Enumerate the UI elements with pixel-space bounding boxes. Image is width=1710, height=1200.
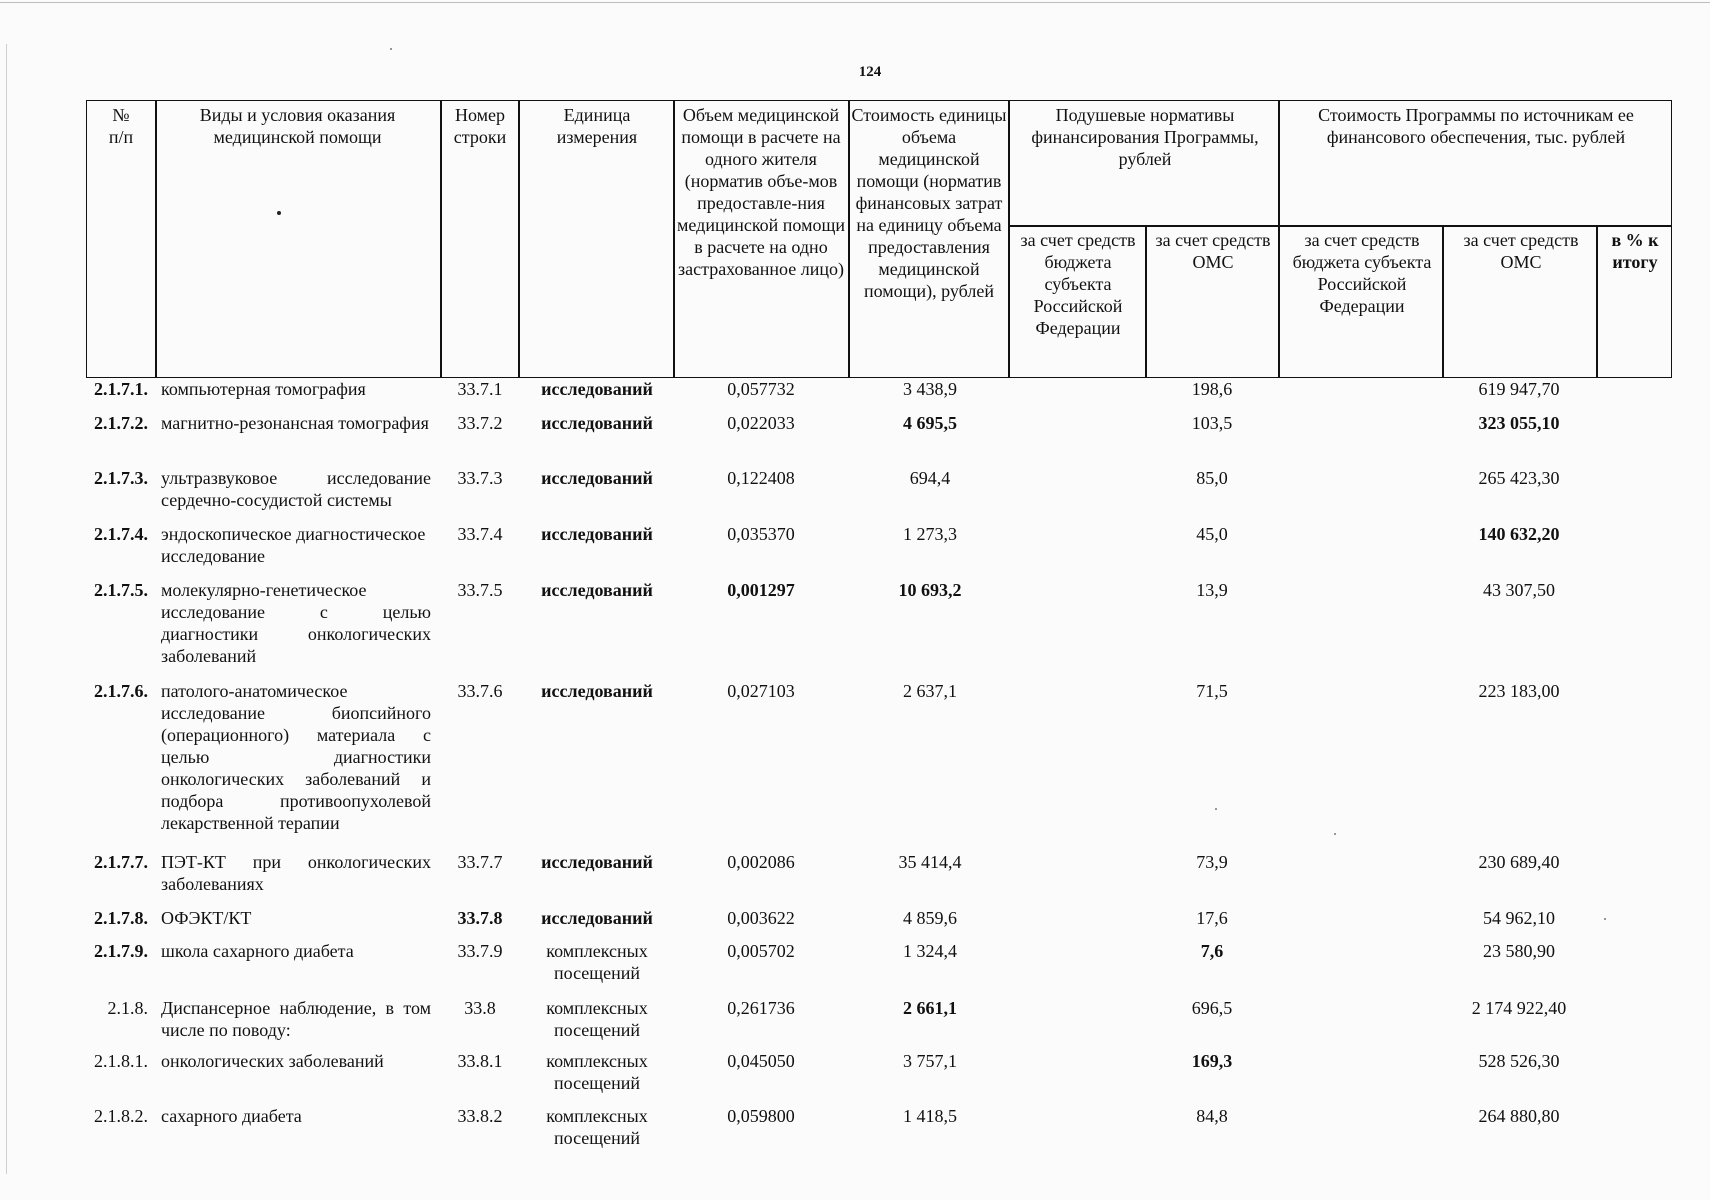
- row-cost: 694,4: [909, 468, 951, 488]
- row-code: 33.8: [464, 998, 496, 1018]
- row-per-capita-oms: 45,0: [1196, 524, 1228, 544]
- header-per-capita-oms: за счет средств ОМС: [1155, 230, 1271, 272]
- page-number: 124: [858, 64, 882, 80]
- row-number: 2.1.7.5.: [94, 580, 148, 600]
- row-volume: 0,022033: [727, 413, 795, 433]
- row-cost-oms: 2 174 922,40: [1471, 998, 1567, 1018]
- row-volume: 0,005702: [727, 941, 795, 961]
- row-code: 33.7.2: [457, 413, 503, 433]
- row-per-capita-oms: 17,6: [1196, 908, 1228, 928]
- row-code: 33.7.4: [457, 524, 503, 544]
- row-volume: 0,122408: [727, 468, 795, 488]
- row-cost-oms: 23 580,90: [1483, 941, 1555, 961]
- row-name: онкологических заболеваний: [161, 1051, 384, 1071]
- header-divider: [1442, 225, 1444, 378]
- row-unit: комплексных посещений: [546, 998, 648, 1040]
- row-unit: исследований: [541, 524, 653, 544]
- page-top-edge: [0, 2, 1710, 3]
- row-cost: 2 637,1: [903, 681, 957, 701]
- header-kind: Виды и условия оказания медицинской помощи: [199, 105, 396, 147]
- row-volume: 0,045050: [727, 1051, 795, 1071]
- row-code: 33.7.9: [457, 941, 503, 961]
- row-name: ОФЭКТ/КТ: [161, 908, 252, 928]
- header-divider: [1278, 100, 1280, 378]
- header-unit: Единица измерения: [556, 105, 638, 147]
- row-number: 2.1.8.1.: [94, 1051, 148, 1071]
- row-unit: исследований: [541, 580, 653, 600]
- page-left-edge: [6, 44, 7, 1174]
- row-unit: комплексных посещений: [546, 1051, 648, 1093]
- row-volume: 0,057732: [727, 379, 795, 399]
- row-cost-oms: 140 632,20: [1478, 524, 1560, 544]
- row-unit: исследований: [541, 908, 653, 928]
- header-divider: [1008, 100, 1010, 378]
- row-name: магнитно-резонансная томография: [161, 413, 429, 433]
- row-unit: исследований: [541, 681, 653, 701]
- row-cost: 4 695,5: [903, 413, 957, 433]
- row-cost: 1 418,5: [903, 1106, 957, 1126]
- header-cost-budget: за счет средств бюджета субъекта Российской Федерации: [1292, 230, 1432, 316]
- row-per-capita-oms: 85,0: [1196, 468, 1228, 488]
- row-per-capita-oms: 696,5: [1191, 998, 1233, 1018]
- row-volume: 0,027103: [727, 681, 795, 701]
- row-cost: 3 438,9: [903, 379, 957, 399]
- row-unit: комплексных посещений: [546, 1106, 648, 1148]
- row-cost: 10 693,2: [898, 580, 962, 600]
- row-per-capita-oms: 169,3: [1191, 1051, 1233, 1071]
- row-volume: 0,035370: [727, 524, 795, 544]
- row-name: школа сахарного диабета: [161, 941, 354, 961]
- row-volume: 0,261736: [727, 998, 795, 1018]
- row-per-capita-oms: 73,9: [1196, 852, 1228, 872]
- header-divider: [1145, 225, 1147, 378]
- row-code: 33.7.6: [457, 681, 503, 701]
- row-number: 2.1.7.2.: [94, 413, 148, 433]
- header-divider: [848, 100, 850, 378]
- row-cost-oms: 43 307,50: [1483, 580, 1555, 600]
- row-cost: 1 273,3: [903, 524, 957, 544]
- row-cost: 4 859,6: [903, 908, 957, 928]
- row-volume: 0,002086: [727, 852, 795, 872]
- header-volume: Объем медицинской помощи в расчете на одного жителя (норматив объе-мов предоставле-ния медицинской помощи в расчете на одно застрахованное лицо): [677, 105, 845, 279]
- row-cost: 3 757,1: [903, 1051, 957, 1071]
- row-name: ПЭТ-КТ при онкологических заболеваниях: [161, 852, 431, 894]
- row-name: Диспансерное наблюдение, в том числе по поводу:: [161, 998, 431, 1040]
- scan-speck: [1604, 918, 1606, 920]
- row-per-capita-oms: 71,5: [1196, 681, 1228, 701]
- header-num: № п/п: [108, 105, 134, 147]
- scan-speck: [277, 211, 281, 215]
- header-program-cost: Стоимость Программы по источникам ее финансового обеспечения, тыс. рублей: [1318, 105, 1634, 147]
- row-code: 33.7.3: [457, 468, 503, 488]
- row-per-capita-oms: 13,9: [1196, 580, 1228, 600]
- header-per-capita-budget: за счет средств бюджета субъекта Российской Федерации: [1020, 230, 1136, 338]
- row-name: патолого-анатомическое исследование биопсийного (операционного) материала с целью диагностики онкологических заболеваний и подбора противоопухолевой лекарственной терапии: [161, 681, 431, 833]
- row-per-capita-oms: 84,8: [1196, 1106, 1228, 1126]
- row-unit: комплексных посещений: [546, 941, 648, 983]
- scan-speck: [1215, 808, 1217, 810]
- scan-speck: [1334, 833, 1336, 835]
- row-number: 2.1.7.3.: [94, 468, 148, 488]
- row-cost-oms: 323 055,10: [1478, 413, 1560, 433]
- row-cost: 35 414,4: [898, 852, 962, 872]
- row-number: 2.1.7.7.: [94, 852, 148, 872]
- row-per-capita-oms: 7,6: [1200, 941, 1224, 961]
- row-cost-oms: 265 423,30: [1478, 468, 1560, 488]
- row-volume: 0,001297: [727, 580, 795, 600]
- row-per-capita-oms: 103,5: [1191, 413, 1233, 433]
- row-code: 33.7.8: [457, 908, 503, 928]
- row-volume: 0,059800: [727, 1106, 795, 1126]
- row-code: 33.7.7: [457, 852, 503, 872]
- row-name: ультразвуковое исследование сердечно-сосудистой системы: [161, 468, 431, 510]
- header-cost-pct: в % к итогу: [1611, 230, 1659, 272]
- row-cost-oms: 528 526,30: [1478, 1051, 1560, 1071]
- row-name: сахарного диабета: [161, 1106, 302, 1126]
- header-row-number: Номер строки: [453, 105, 507, 147]
- row-number: 2.1.7.4.: [94, 524, 148, 544]
- row-volume: 0,003622: [727, 908, 795, 928]
- header-cost-oms: за счет средств ОМС: [1463, 230, 1579, 272]
- row-number: 2.1.8.: [107, 998, 148, 1018]
- row-name: эндоскопическое диагностическое исследование: [161, 524, 426, 566]
- row-unit: исследований: [541, 468, 653, 488]
- row-cost-oms: 54 962,10: [1483, 908, 1555, 928]
- row-unit: исследований: [541, 852, 653, 872]
- row-cost-oms: 619 947,70: [1478, 379, 1560, 399]
- row-number: 2.1.7.8.: [94, 908, 148, 928]
- row-unit: исследований: [541, 413, 653, 433]
- row-name: компьютерная томография: [161, 379, 366, 399]
- row-code: 33.8.2: [457, 1106, 503, 1126]
- row-cost-oms: 264 880,80: [1478, 1106, 1560, 1126]
- row-number: 2.1.7.9.: [94, 941, 148, 961]
- row-number: 2.1.7.6.: [94, 681, 148, 701]
- header-per-capita: Подушевые нормативы финансирования Программы, рублей: [1031, 105, 1259, 169]
- row-name: молекулярно-генетическое исследование с целью диагностики онкологических заболеваний: [161, 580, 431, 666]
- row-number: 2.1.8.2.: [94, 1106, 148, 1126]
- row-unit: исследований: [541, 379, 653, 399]
- row-cost-oms: 230 689,40: [1478, 852, 1560, 872]
- scan-speck: [390, 48, 392, 50]
- row-cost: 2 661,1: [903, 998, 957, 1018]
- row-cost: 1 324,4: [903, 941, 957, 961]
- header-cost: Стоимость единицы объема медицинской помощи (норматив финансовых затрат на единицу объема предоставления медицинской помощи), рублей: [851, 105, 1007, 301]
- header-divider: [673, 100, 675, 378]
- row-per-capita-oms: 198,6: [1191, 379, 1233, 399]
- row-code: 33.7.5: [457, 580, 503, 600]
- header-divider: [518, 100, 520, 378]
- header-divider: [155, 100, 157, 378]
- row-code: 33.8.1: [457, 1051, 503, 1071]
- row-cost-oms: 223 183,00: [1478, 681, 1560, 701]
- row-number: 2.1.7.1.: [94, 379, 148, 399]
- row-code: 33.7.1: [457, 379, 503, 399]
